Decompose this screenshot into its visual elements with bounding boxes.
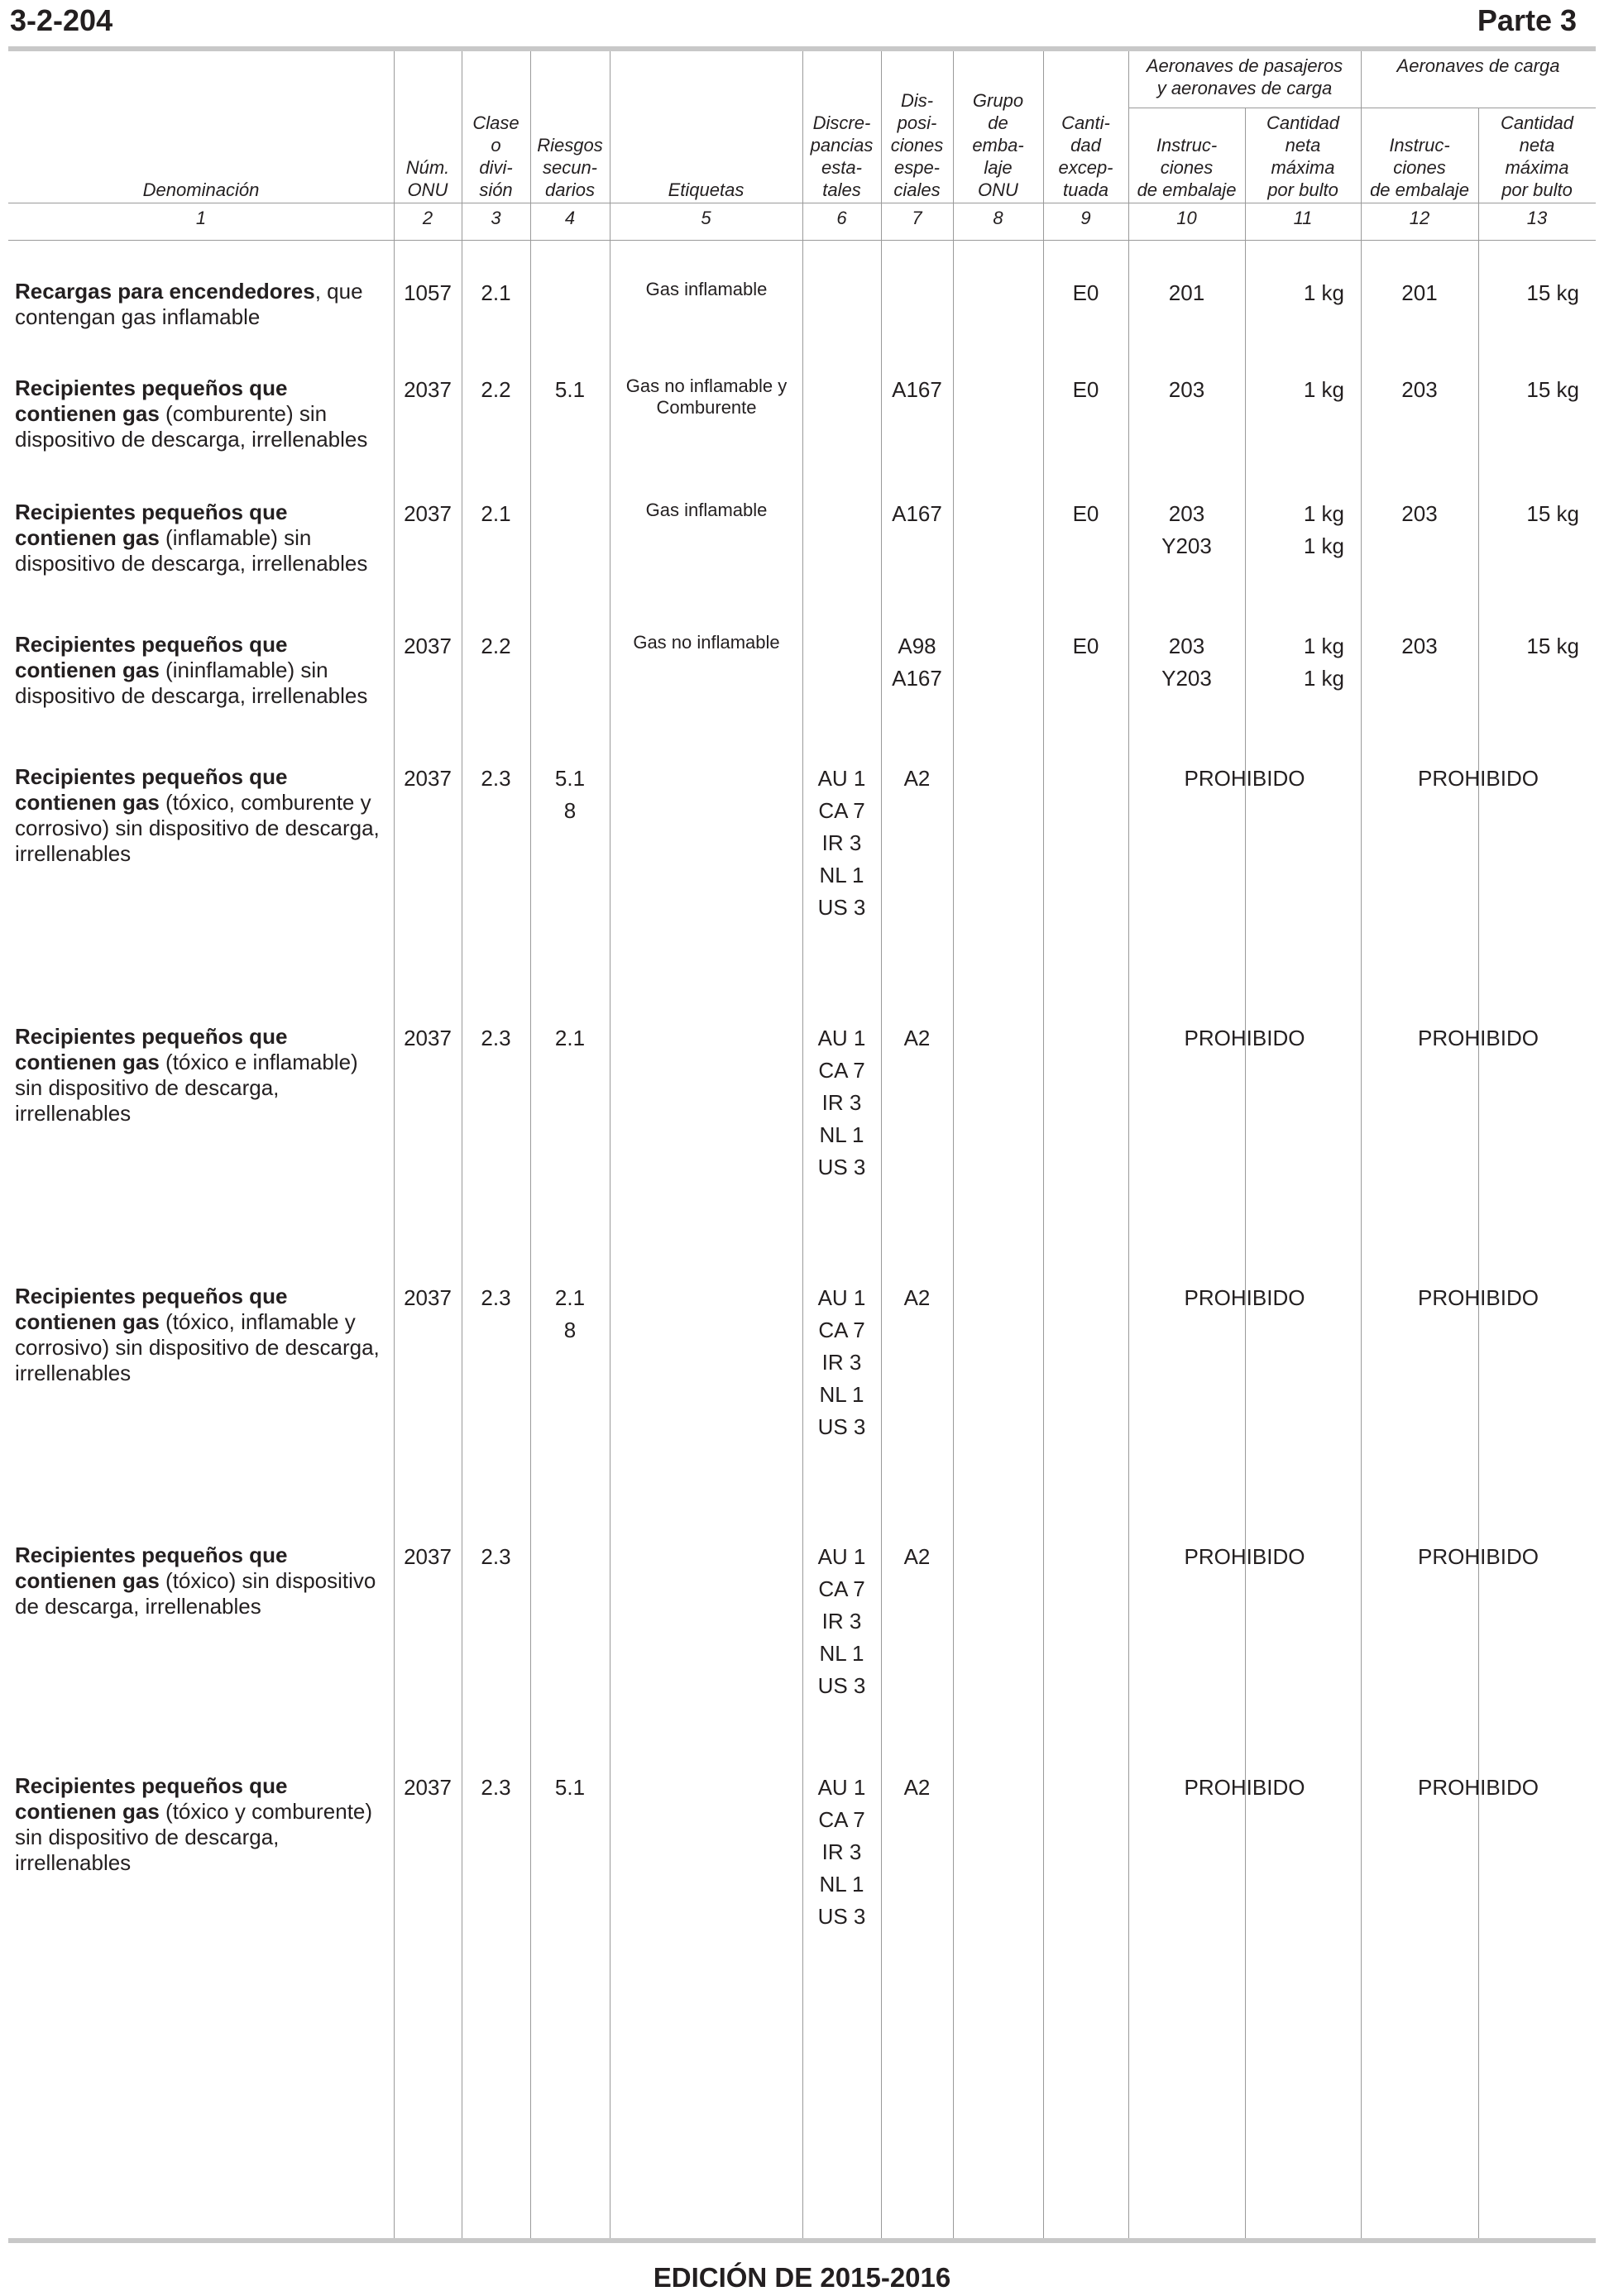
column-header-11: Cantidad neta máxima por bulto (1266, 112, 1340, 200)
row-6-cargo-prohibited: PROHIBIDO (1418, 1026, 1539, 1050)
column-header-7: Dis- posi- ciones espe- ciales (890, 90, 944, 200)
row-5-special-provisions: A2 (903, 766, 931, 791)
column-header-4: Riesgos secun- darios (537, 135, 603, 200)
row-6-special-provisions: A2 (903, 1026, 931, 1050)
row-3-special-provisions: A167 (892, 501, 942, 526)
row-3-excepted-quantity: E0 (1072, 501, 1099, 526)
row-4-cargo-max-net-qty: 15 kg (1526, 634, 1579, 658)
row-7-cargo-prohibited: PROHIBIDO (1418, 1285, 1539, 1310)
row-6-subsidiary-risk: 2.1 (554, 1026, 586, 1050)
column-divider (953, 51, 954, 2238)
row-5-state-variations: AU 1 CA 7 IR 3 NL 1 US 3 (817, 766, 866, 920)
denomination-bold: Recipientes pequeños que contienen gas (15, 500, 288, 550)
row-2-excepted-quantity: E0 (1072, 377, 1099, 402)
row-2-labels: Gas no inflamable y Comburente (625, 375, 788, 418)
denomination-bold: Recipientes pequeños que contienen gas (15, 1773, 288, 1824)
row-4-pax-packing-instruction: 203 Y203 (1161, 634, 1212, 691)
row-2-cargo-packing-instruction: 203 (1401, 377, 1438, 402)
row-1-un-number: 1057 (404, 280, 452, 305)
row-4-class-division: 2.2 (481, 634, 511, 658)
row-1-pax-packing-instruction: 201 (1168, 280, 1205, 305)
row-9-subsidiary-risk: 5.1 (554, 1775, 586, 1800)
row-3-denomination (15, 500, 387, 576)
row-8-class-division: 2.3 (481, 1544, 511, 1569)
column-divider (1478, 108, 1479, 2238)
row-9-class-division: 2.3 (481, 1775, 511, 1800)
row-6-pax-prohibited: PROHIBIDO (1184, 1026, 1305, 1050)
denomination-rest: (tóxico, comburente y corrosivo) sin dispositivo de descarga, irrellenables (15, 790, 380, 866)
column-number-6: 6 (836, 208, 847, 228)
row-7-un-number: 2037 (404, 1285, 452, 1310)
row-2-un-number: 2037 (404, 377, 452, 402)
row-7-pax-prohibited: PROHIBIDO (1184, 1285, 1305, 1310)
column-number-9: 9 (1080, 208, 1091, 228)
row-1-excepted-quantity: E0 (1072, 280, 1099, 305)
row-7-subsidiary-risk: 2.1 8 (554, 1285, 586, 1342)
denomination-bold: Recipientes pequeños que contienen gas (15, 1543, 288, 1593)
column-number-2: 2 (422, 208, 433, 228)
column-header-3: Clase o divi- sión (472, 112, 520, 200)
denomination-rest: (tóxico e inflamable) sin dispositivo de descarga, irrellenables (15, 1050, 358, 1126)
row-2-special-provisions: A167 (892, 377, 942, 402)
column-header-1: Denominación (142, 179, 260, 200)
column-header-2: Núm. ONU (405, 157, 450, 200)
column-header-8: Grupo de emba- laje ONU (972, 90, 1024, 200)
denomination-rest: (inflamable) sin dispositivo de descarga, irrellenables (15, 525, 368, 576)
row-7-special-provisions: A2 (903, 1285, 931, 1310)
row-6-state-variations: AU 1 CA 7 IR 3 NL 1 US 3 (817, 1026, 866, 1179)
denomination-rest: (ininflamable) sin dispositivo de descarga, irrellenables (15, 658, 368, 708)
row-5-class-division: 2.3 (481, 766, 511, 791)
row-4-denomination (15, 632, 387, 709)
row-4-un-number: 2037 (404, 634, 452, 658)
row-1-labels: Gas inflamable (645, 279, 768, 299)
row-2-pax-packing-instruction: 203 (1168, 377, 1205, 402)
page-id: 3-2-204 (10, 3, 113, 37)
row-2-denomination (15, 375, 387, 452)
row-9-cargo-prohibited: PROHIBIDO (1418, 1775, 1539, 1800)
row-3-un-number: 2037 (404, 501, 452, 526)
row-8-cargo-prohibited: PROHIBIDO (1418, 1544, 1539, 1569)
row-1-cargo-max-net-qty: 15 kg (1526, 280, 1579, 305)
edition-footer: EDICIÓN DE 2015-2016 (653, 2262, 951, 2293)
row-1-class-division: 2.1 (481, 280, 511, 305)
row-1-denomination (15, 279, 387, 330)
row-5-cargo-prohibited: PROHIBIDO (1418, 766, 1539, 791)
row-4-cargo-packing-instruction: 203 (1401, 634, 1438, 658)
row-3-cargo-packing-instruction: 203 (1401, 501, 1438, 526)
denomination-bold: Recipientes pequeños que contienen gas (15, 1284, 288, 1334)
row-8-state-variations: AU 1 CA 7 IR 3 NL 1 US 3 (817, 1544, 866, 1698)
row-5-subsidiary-risk: 5.1 8 (554, 766, 586, 823)
group-header-passenger: Aeronaves de pasajeros y aeronaves de carga (1146, 55, 1343, 98)
row-1-cargo-packing-instruction: 201 (1401, 280, 1438, 305)
row-3-cargo-max-net-qty: 15 kg (1526, 501, 1579, 526)
row-8-denomination (15, 1543, 387, 1619)
column-number-5: 5 (701, 208, 711, 228)
row-8-special-provisions: A2 (903, 1544, 931, 1569)
denomination-bold: Recipientes pequeños que contienen gas (15, 632, 288, 682)
column-header-12: Instruc- ciones de embalaje (1370, 135, 1469, 200)
column-header-6: Discre- pancias esta- tales (810, 112, 874, 200)
row-4-labels: Gas no inflamable (633, 632, 780, 653)
denomination-rest: (tóxico y comburente) sin dispositivo de descarga, irrellenables (15, 1799, 373, 1875)
row-9-denomination (15, 1773, 387, 1876)
row-6-denomination (15, 1024, 387, 1126)
row-3-labels: Gas inflamable (645, 500, 768, 520)
column-number-3: 3 (491, 208, 501, 228)
denomination-rest: (tóxico) sin dispositivo de descarga, irrellenables (15, 1568, 376, 1619)
column-divider (1245, 108, 1246, 2238)
row-3-pax-max-net-qty: 1 kg 1 kg (1303, 501, 1344, 558)
column-number-8: 8 (993, 208, 1003, 228)
row-9-pax-prohibited: PROHIBIDO (1184, 1775, 1305, 1800)
row-5-pax-prohibited: PROHIBIDO (1184, 766, 1305, 791)
row-1-pax-max-net-qty: 1 kg (1303, 280, 1344, 305)
row-7-state-variations: AU 1 CA 7 IR 3 NL 1 US 3 (817, 1285, 866, 1439)
row-9-special-provisions: A2 (903, 1775, 931, 1800)
row-7-denomination (15, 1284, 387, 1386)
denomination-rest: (comburente) sin dispositivo de descarga, irrellenables (15, 401, 368, 452)
denomination-bold: Recipientes pequeños que contienen gas (15, 375, 288, 426)
row-3-pax-packing-instruction: 203 Y203 (1161, 501, 1212, 558)
row-6-un-number: 2037 (404, 1026, 452, 1050)
row-5-denomination (15, 764, 387, 867)
column-number-7: 7 (912, 208, 922, 228)
part-label: Parte 3 (1477, 3, 1577, 37)
row-9-un-number: 2037 (404, 1775, 452, 1800)
column-number-divider (8, 240, 1596, 241)
row-4-excepted-quantity: E0 (1072, 634, 1099, 658)
column-number-13: 13 (1526, 208, 1548, 228)
row-2-subsidiary-risk: 5.1 (554, 377, 586, 402)
denomination-rest: , que contengan gas inflamable (15, 279, 363, 329)
row-4-special-provisions: A98 A167 (892, 634, 942, 691)
column-header-10: Instruc- ciones de embalaje (1137, 135, 1237, 200)
column-header-5: Etiquetas (668, 179, 745, 200)
column-header-13: Cantidad neta máxima por bulto (1500, 112, 1574, 200)
row-8-un-number: 2037 (404, 1544, 452, 1569)
row-7-class-division: 2.3 (481, 1285, 511, 1310)
column-header-9: Canti- dad excep- tuada (1058, 112, 1113, 200)
row-8-pax-prohibited: PROHIBIDO (1184, 1544, 1305, 1569)
row-2-pax-max-net-qty: 1 kg (1303, 377, 1344, 402)
row-9-state-variations: AU 1 CA 7 IR 3 NL 1 US 3 (817, 1775, 866, 1929)
row-2-class-division: 2.2 (481, 377, 511, 402)
column-number-10: 10 (1176, 208, 1197, 228)
row-6-class-division: 2.3 (481, 1026, 511, 1050)
bottom-rule (8, 2238, 1596, 2243)
denomination-bold: Recargas para encendedores (15, 279, 315, 304)
column-number-1: 1 (195, 208, 207, 228)
row-5-un-number: 2037 (404, 766, 452, 791)
row-3-class-division: 2.1 (481, 501, 511, 526)
denomination-rest: (tóxico, inflamable y corrosivo) sin dispositivo de descarga, irrellenables (15, 1309, 380, 1385)
row-2-cargo-max-net-qty: 15 kg (1526, 377, 1579, 402)
denomination-bold: Recipientes pequeños que contienen gas (15, 764, 288, 815)
group-header-cargo: Aeronaves de carga (1396, 55, 1560, 76)
denomination-bold: Recipientes pequeños que contienen gas (15, 1024, 288, 1074)
column-number-11: 11 (1293, 208, 1313, 228)
column-number-4: 4 (564, 208, 576, 228)
column-number-12: 12 (1409, 208, 1430, 228)
row-4-pax-max-net-qty: 1 kg 1 kg (1303, 634, 1344, 691)
